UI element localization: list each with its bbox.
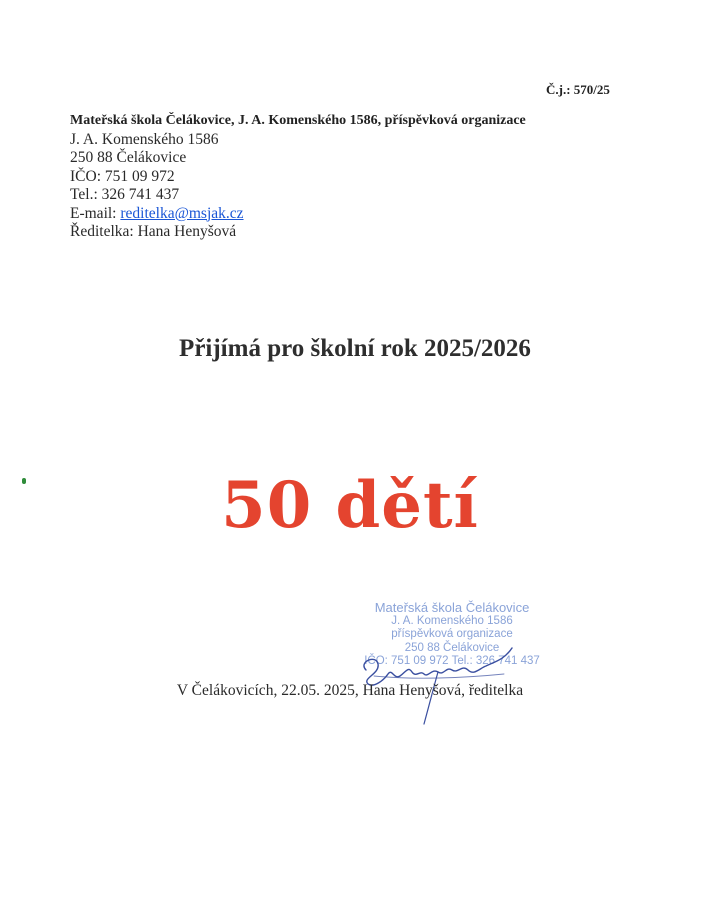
page-heading: Přijímá pro školní rok 2025/2026 [179,335,531,362]
stamp-line-4: 250 88 Čelákovice [404,641,500,654]
email-link[interactable]: reditelka@msjak.cz [120,204,244,222]
email-label: E-mail: [70,204,121,222]
phone-number: Tel.: 326 741 437 [70,186,180,203]
stamp-line-5: IČO: 751 09 972 Tel.: 326 741 437 [364,655,540,667]
director-name: Ředitelka: Hana Henyšová [70,223,237,240]
place-date-signature-line: V Čelákovicích, 22.05. 2025, Hana Henyšová, ředitelka [176,682,524,699]
scan-speck [22,478,26,484]
city-address: 250 88 Čelákovice [70,149,187,166]
organization-name: Mateřská škola Čelákovice, J. A. Komenského 1586, příspěvková organizace [70,113,526,128]
stamp-line-3: příspěvková organizace [391,628,513,640]
ico-number: IČO: 751 09 972 [70,167,175,185]
stamp-line-1: Mateřská škola Čelákovice [374,600,530,615]
letterhead [70,112,670,242]
children-count: 50 dětí [221,468,479,543]
stamp-line-2: J. A. Komenského 1586 [391,614,513,627]
email-line [70,205,670,224]
reference-number: Č.j.: 570/25 [546,82,610,97]
street-address: J. A. Komenského 1586 [70,130,219,148]
